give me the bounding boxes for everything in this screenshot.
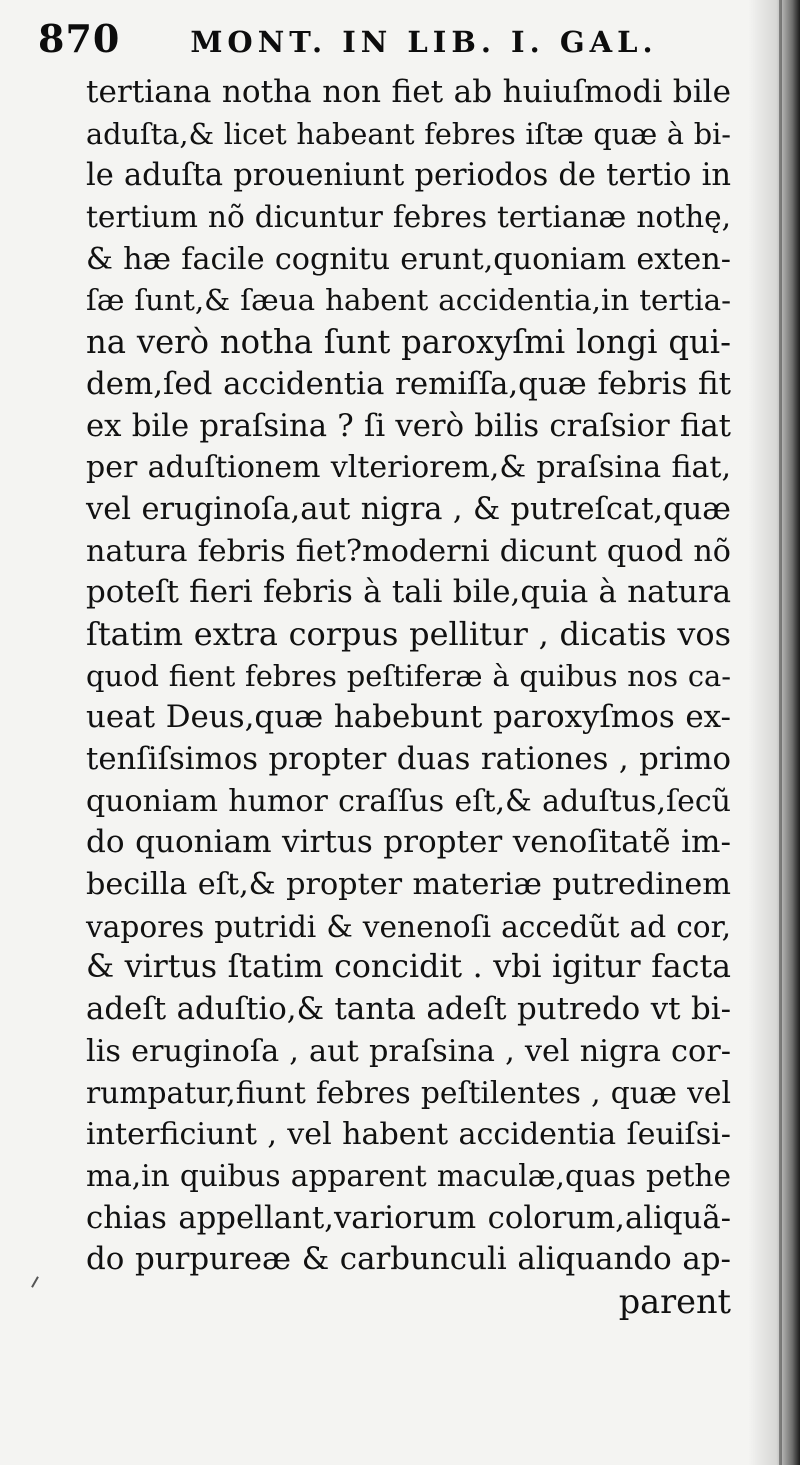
text-line: ſæ ſunt,& ſæua habent accidentia,in tertia-: [86, 283, 731, 318]
text-line: quoniam humor craſſus eſt,& aduſtus,ſecũ: [86, 783, 731, 819]
text-line: do purpureæ & carbunculi aliquando ap-: [86, 1241, 731, 1278]
text-line: lis eruginoſa , aut praſsina , vel nigra cor-: [86, 1033, 731, 1069]
text-line: natura febris fiet?moderni dicunt quod nõ: [86, 533, 731, 569]
text-line: na verò notha ſunt paroxyſmi longi qui-: [86, 323, 731, 362]
text-line: ueat Deus,quæ habebunt paroxyſmos ex-: [86, 699, 731, 736]
text-line: adeſt aduſtio,& tanta adeſt putredo vt bi-: [86, 991, 731, 1028]
text-line: rumpatur,fiunt febres peſtilentes , quæ vel: [86, 1075, 731, 1111]
text-line: le aduſta proueniunt periodos de tertio in: [86, 158, 731, 194]
text-line: per aduſtionem vlteriorem,& praſsina fiat,: [86, 450, 731, 486]
text-line: do quoniam virtus propter venoſitatẽ im-: [86, 824, 731, 861]
text-line: ma,in quibus apparent maculæ,quas pethe: [86, 1158, 731, 1193]
text-line: tertium nõ dicuntur febres tertianæ nothę,: [86, 200, 731, 235]
text-line: & hæ facile cognitu erunt,quoniam exten-: [86, 241, 731, 277]
page-number: 870: [38, 16, 121, 61]
text-line: ſtatim extra corpus pellitur , dicatis vos: [86, 614, 731, 653]
body-text: [86, 72, 731, 1323]
text-line: chias appellant,variorum colorum,aliquã-: [86, 1199, 731, 1236]
page-header: [38, 16, 678, 60]
catchword: parent: [618, 1281, 731, 1321]
text-line: aduſta,& licet habeant febres iſtæ quæ à bi-: [86, 116, 731, 151]
text-line: tertiana notha non fiet ab huiuſmodi bile: [86, 74, 731, 110]
text-line: quod fient febres peſtiferæ à quibus nos ca-: [86, 658, 731, 693]
text-line: & virtus ſtatim concidit . vbi igitur facta: [86, 949, 731, 986]
text-line: becilla eſt,& propter materiæ putredinem: [86, 867, 731, 903]
text-line: poteſt fieri febris à tali bile,quia à natura: [86, 574, 731, 611]
gutter-shadow: [748, 0, 800, 1465]
running-head: MONT. IN LIB. I. GAL.: [190, 25, 658, 59]
text-line: vel eruginoſa,aut nigra , & putreſcat,quæ: [86, 491, 731, 527]
text-line: tenſiſsimos propter duas rationes , primo: [86, 741, 731, 777]
text-line: vapores putridi & venenoſi accedũt ad cor,: [86, 908, 731, 944]
text-line: dem,ſed accidentia remiſſa,quæ febris fit: [86, 365, 731, 402]
text-line: ex bile praſsina ? ſi verò bilis craſsior fiat: [86, 407, 731, 444]
text-line: interficiunt , vel habent accidentia ſeuiſsi-: [86, 1117, 731, 1153]
scan-mark: [31, 1276, 39, 1287]
